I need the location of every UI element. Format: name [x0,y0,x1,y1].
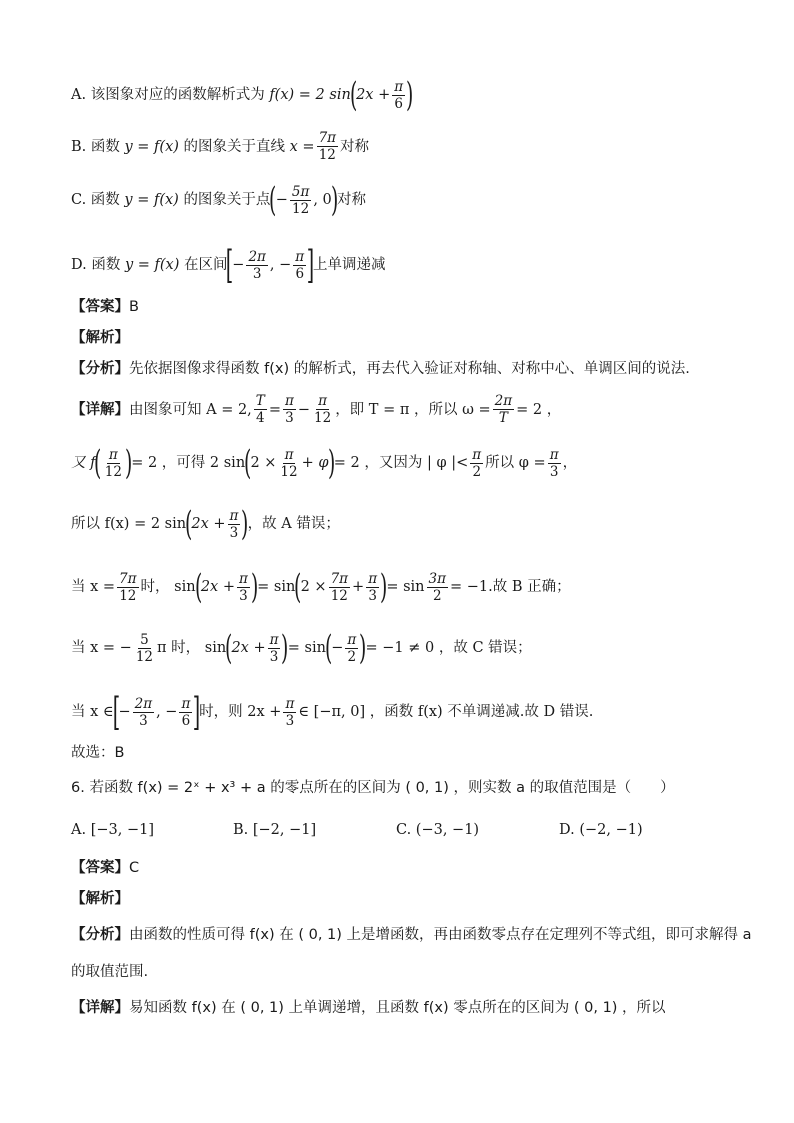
detail-5-line-5: 当 x = − $\frac{5}{12}$ π 时， sin ( 2x + $\frac{\pi}{3}$ ) = sin ( − $\frac{\pi}{2}$ ) = −1 ≠ 0 ，故 C 错误； [71,628,532,668]
conclusion-5: 故选：B [71,745,125,761]
q6-option-c: C. (−3, −1) [396,822,480,838]
analysis-heading-6: 【解析】 [71,891,129,907]
option-a-fraction: $\frac{\pi}{6}$ [394,78,404,112]
option-a-inner: 2x + [356,87,391,103]
option-a-expr: f(x) = 2 sin [269,87,351,103]
detail-5-line-3: 所以 f(x) = 2 sin ( 2x + $\frac{\pi}{3}$ ) ，故 A 错误； [71,504,340,544]
q6-option-b: B. [−2, −1] [233,822,317,838]
detail-5-line-1: 【详解】 由图象可知 A = 2, $\frac{T}{4}$ = $\frac{\pi}{3}$ − $\frac{\pi}{12}$ ，即 T = π ，所以 ω = $\frac{2\pi}{T}$ = 2 ， [71,393,562,426]
answer-5: 【答案】 B [71,299,139,315]
option-d-fraction-2: $\frac{\pi}{6}$ [295,248,305,282]
option-b: B. 函数 y = f(x) 的图象关于直线 x = $\frac{7\pi}{12}$ 对称 [71,130,370,163]
q6-option-a: A. [−3, −1] [71,822,154,838]
option-d: D. 函数 y = f(x) 在区间 [ − $\frac{2\pi}{3}$ , − $\frac{\pi}{6}$ ] 上单调递减 [71,243,386,287]
option-a: A. 该图象对应的函数解析式为 f(x) = 2 sin ( 2x + $\frac{\pi}{6}$ ) [71,75,414,115]
detail-5-line-6: 当 x ∈ [ − $\frac{2\pi}{3}$ , − $\frac{\pi}{6}$ ] 时，则 2x + $\frac{\pi}{3}$ ∈ [−π, 0] ，函数 f(x) 不单调递减.故 D 错误. [71,690,594,734]
option-d-label: D. 函数 [71,257,121,273]
analysis-6-line-1: 【分析】 由函数的性质可得 f(x) 在 ( 0, 1) 上是增函数，再由函数零点存在定理列不等式组，即可求解得 a [71,927,752,943]
q6-option-d: D. (−2, −1) [559,822,643,838]
option-b-label: B. 函数 [71,138,120,155]
answer-6: 【答案】 C [71,860,140,876]
question-6-options [71,820,721,840]
option-b-fraction: $\frac{7\pi}{12}$ [318,130,337,163]
analysis-heading-5: 【解析】 [71,330,129,346]
option-d-fraction-1: $\frac{2\pi}{3}$ [248,248,266,282]
detail-5-line-4: 当 x = $\frac{7\pi}{12}$ 时， sin ( 2x + $\frac{\pi}{3}$ ) = sin ( 2 × $\frac{7\pi}{12}$ + $\frac{\pi}{3}$ ) = sin $\frac{3\pi}{2}$ = −1.故 B 正确； [71,567,571,607]
detail-5-line-2: 又 f ( $\frac{\pi}{12}$ ) = 2 ，可得 2 sin ( 2 × $\frac{\pi}{12}$ + φ ) = 2 ，又因为 | φ |< $\frac{\pi}{2}$ 所以 φ = $\frac{\pi}{3}$ ， [71,443,578,483]
option-c-label: C. 函数 [71,192,120,208]
analysis-5: 【分析】 先依据图像求得函数 f(x) 的解析式，再去代入验证对称轴、对称中心、单调区间的说法. [71,361,690,377]
option-c: C. 函数 y = f(x) 的图象关于点 ( − $\frac{5\pi}{12}$ , 0 ) 对称 [71,180,367,220]
question-6-stem: 6. 若函数 f(x) = 2ˣ + x³ + a 的零点所在的区间为 ( 0, 1) ，则实数 a 的取值范围是（ ） [71,780,675,796]
option-c-fraction: $\frac{5\pi}{12}$ [291,183,310,217]
detail-6: 【详解】 易知函数 f(x) 在 ( 0, 1) 上单调递增，且函数 f(x) 零点所在的区间为 ( 0, 1) ，所以 [71,1000,666,1016]
option-a-label: A. 该图象对应的函数解析式为 [71,87,265,103]
analysis-6-line-2: 的取值范围. [71,964,149,980]
